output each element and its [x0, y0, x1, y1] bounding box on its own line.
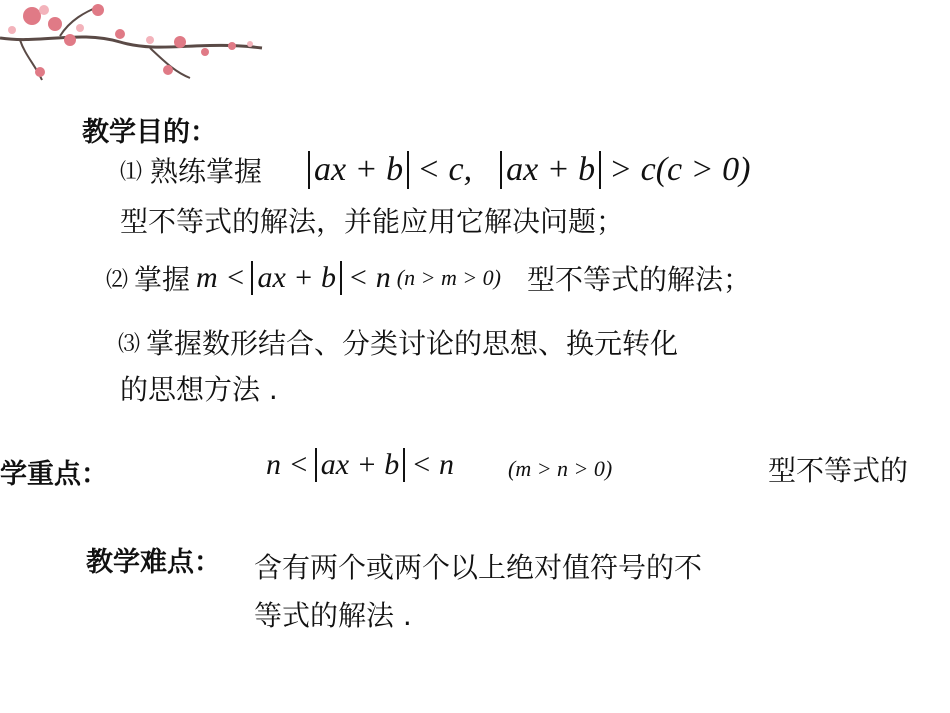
math-relation: n <	[266, 448, 309, 481]
key-point-formula	[266, 448, 454, 482]
objective-item-2	[106, 258, 751, 298]
difficulty-heading: 教学难点：	[86, 547, 221, 578]
key-point-condition: (m > n > 0)	[508, 456, 613, 481]
abs-expression: ax + b	[251, 261, 342, 295]
math-relation: < n	[411, 448, 455, 481]
abs-expression: ax + b	[315, 448, 406, 482]
abs-expression: ax + b	[500, 151, 601, 189]
item-label: 掌握	[134, 263, 191, 296]
item-tail: 型不等式的解法；	[527, 263, 752, 296]
objective-item-1-tail: 型不等式的解法，并能应用它解决问题；	[120, 205, 625, 238]
objectives-heading: 教学目的：	[82, 117, 217, 148]
plum-blossom-decoration	[0, 0, 270, 100]
item-label: 熟练掌握	[150, 155, 263, 188]
objective-item-3-line2: 的思想方法 .	[120, 373, 278, 406]
math-relation: > c(c > 0)	[609, 151, 751, 188]
key-point-heading: 学重点：	[0, 459, 108, 490]
math-relation: m <	[196, 261, 246, 294]
math-relation: < c,	[417, 151, 473, 188]
objective-item-3	[118, 322, 678, 362]
item-number: ⑶	[118, 331, 141, 357]
item-line: 掌握数形结合、分类讨论的思想、换元转化	[146, 327, 679, 360]
item-number: ⑵	[106, 267, 129, 293]
condition: (n > m > 0)	[396, 265, 501, 290]
abs-expression: ax + b	[308, 151, 409, 189]
item-number: ⑴	[120, 159, 143, 185]
difficulty-line1: 含有两个或两个以上绝对值符号的不	[254, 551, 703, 584]
math-relation: < n	[348, 261, 391, 294]
difficulty-line2: 等式的解法 .	[254, 599, 412, 632]
objective-item-1	[120, 150, 750, 190]
key-point-tail: 型不等式的	[768, 454, 909, 487]
